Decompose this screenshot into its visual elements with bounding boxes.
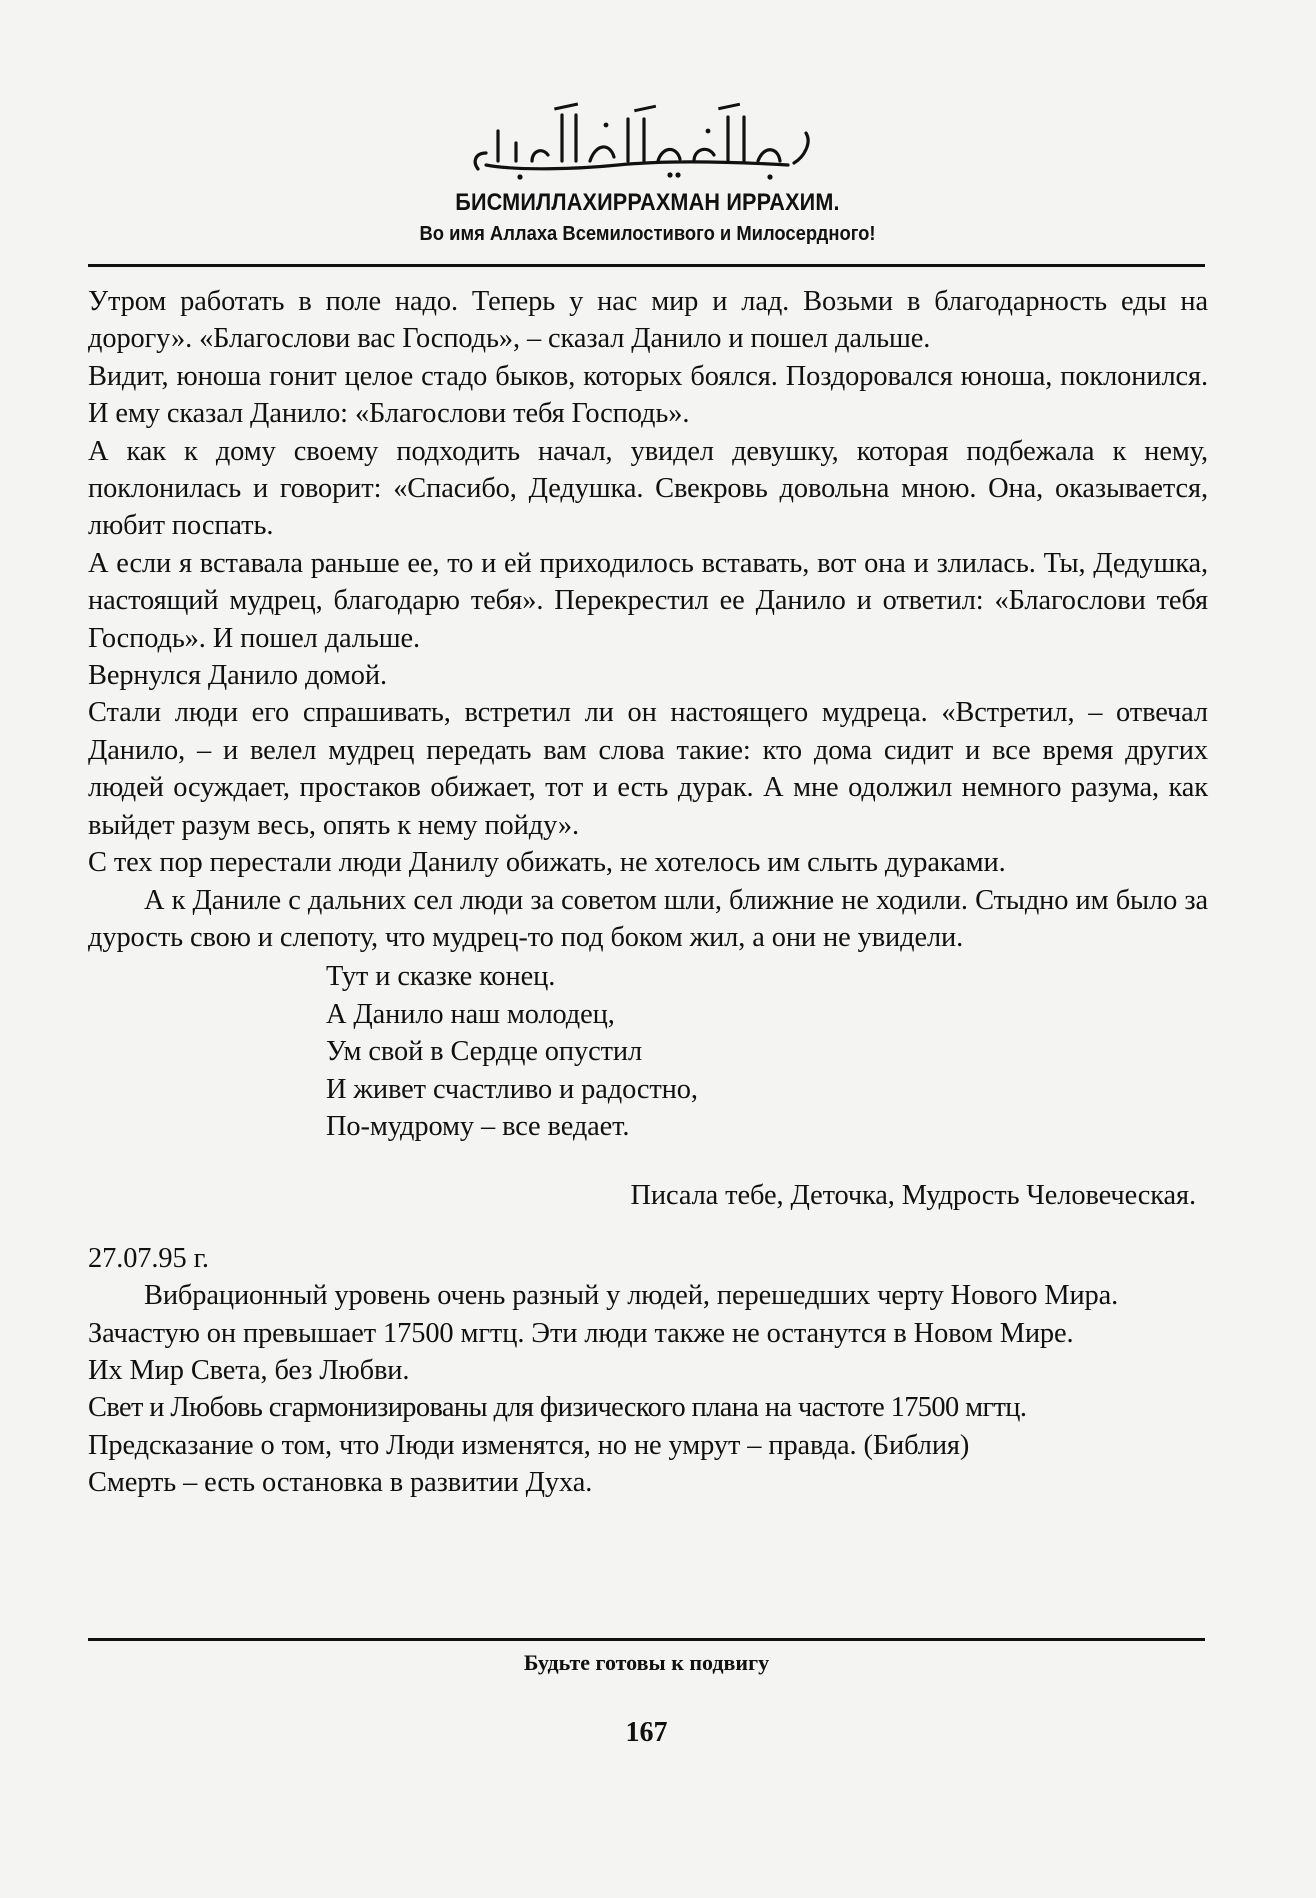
paragraph: Видит, юноша гонит целое стадо быков, которых боялся. Поздоровался юноша, поклонился. И ему сказал Данило: «Благослови тебя Господь». xyxy=(88,360,1208,430)
page-body xyxy=(88,283,1208,1502)
paragraph: Предсказание о том, что Люди изменятся, но не умрут – правда. (Библия) xyxy=(88,1429,970,1461)
entry-date: 27.07.95 г. xyxy=(88,1242,209,1274)
page-header xyxy=(90,95,1205,246)
paragraph: А к Даниле с дальних сел люди за советом шли, ближние не ходили. Стыдно им было за дурость свою и слепоту, что мудрец-то под боком жил, а они не увидели. xyxy=(88,884,1208,953)
paragraph: Их Мир Света, без Любви. xyxy=(88,1354,410,1386)
paragraph: Смерть – есть остановка в развитии Духа. xyxy=(88,1467,593,1499)
poem-line: Ум свой в Сердце опустил xyxy=(326,1036,643,1068)
paragraph: А если я вставала раньше ее, то и ей приходилось вставать, вот она и злилась. Ты, Дедушка, настоящий мудрец, благодарю тебя». Перекрестил ее Данило и ответил: «Благослови тебя Господь». И пошел дальше. xyxy=(88,547,1208,654)
paragraph: Вибрационный уровень очень разный у людей, перешедших черту Нового Мира. xyxy=(144,1280,1119,1312)
page-number: 167 xyxy=(625,1717,668,1748)
paragraph: Вернулся Данило домой. xyxy=(88,660,387,692)
poem-line: А Данило наш молодец, xyxy=(326,998,615,1030)
signature: Писала тебе, Деточка, Мудрость Человеческая. xyxy=(630,1180,1196,1212)
paragraph: Зачастую он превышает 17500 мгтц. Эти люди также не останутся в Новом Мире. xyxy=(88,1317,1074,1349)
poem-line: Тут и сказке конец. xyxy=(326,961,556,993)
paragraph: Утром работать в поле надо. Теперь у нас мир и лад. Возьми в благодарность еды на дорогу». «Благослови вас Господь», – сказал Данило и пошел дальше. xyxy=(88,286,1208,355)
paragraph: А как к дому своему подходить начал, увидел девушку, которая подбежала к нему, поклонилась и говорит: «Спасибо, Дедушка. Свекровь довольна мною. Она, оказывается, любит поспать. xyxy=(88,435,1208,542)
header-divider xyxy=(88,264,1205,267)
poem-line: По-мудрому – все ведает. xyxy=(326,1110,630,1142)
footer-divider xyxy=(88,1638,1205,1641)
poem-line: И живет счастливо и радостно, xyxy=(326,1073,698,1105)
bismillah-calligraphy xyxy=(458,95,838,187)
bismillah-title: БИСМИЛЛАХИРРАХМАН ИРРАХИМ. xyxy=(455,189,840,216)
paragraph: Стали люди его спрашивать, встретил ли он настоящего мудреца. «Встретил, – отвечал Данило, – и велел мудрец передать вам слова такие: кто дома сидит и все время других людей осуждает, простаков обижает, тот и есть дурак. А мне одолжил немного разума, как выйдет разум весь, опять к нему пойду». xyxy=(88,697,1208,841)
closing-poem xyxy=(326,958,1208,1145)
bismillah-subtitle: Во имя Аллаха Всемилостивого и Милосердного! xyxy=(419,223,876,245)
paragraph: Свет и Любовь сгармонизированы для физического плана на частоте 17500 мгтц. xyxy=(88,1392,1027,1424)
footer-motto: Будьте готовы к подвигу xyxy=(523,1650,770,1675)
paragraph: С тех пор перестали люди Данилу обижать, не хотелось им слыть дураками. xyxy=(88,847,1006,879)
